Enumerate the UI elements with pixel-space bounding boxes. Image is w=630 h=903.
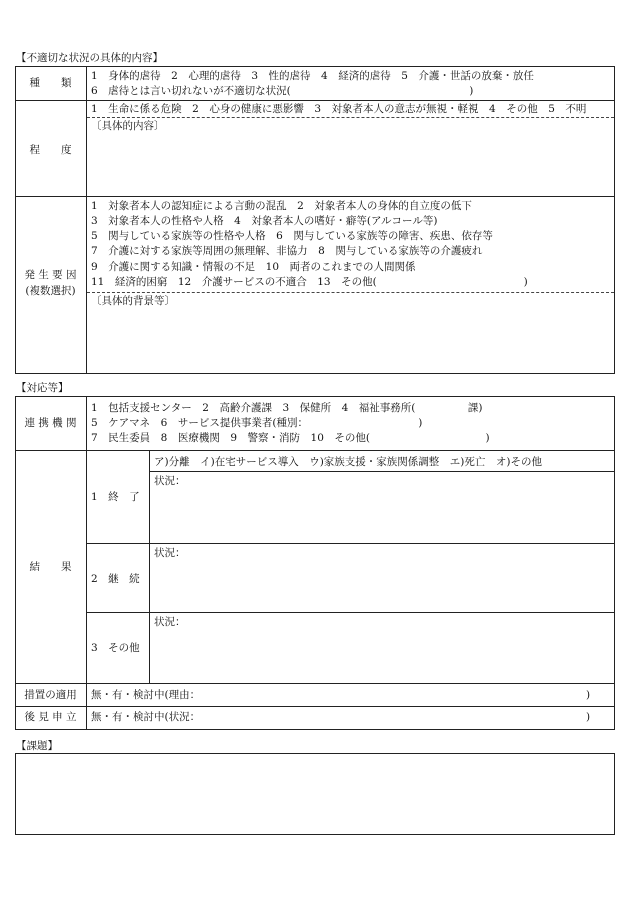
degree-label: 程 度 xyxy=(29,144,72,156)
type-options-line1: 1 身体的虐待 2 心理的虐待 3 性的虐待 4 経済的虐待 5 介護・世話の放棄・放任 xyxy=(91,70,534,82)
degree-detail-label: 〔具体的内容〕 xyxy=(91,120,165,132)
type-label: 種 類 xyxy=(29,77,72,89)
link-label: 連 携 機 関 xyxy=(24,417,77,429)
cause-label: 発 生 要 因 xyxy=(24,269,77,281)
other-status-label: 状況： xyxy=(154,616,186,628)
section-title-response: 【対応等】 xyxy=(16,382,69,394)
degree-options: 1 生命に係る危険 2 心身の健康に悪影響 3 対象者本人の意志が無視・軽視 4 その他 5 不明 xyxy=(91,103,587,115)
guardian-label: 後 見 申 立 xyxy=(24,711,77,723)
end-label: 1 終 了 xyxy=(91,491,140,503)
response-table xyxy=(15,396,615,730)
continue-status-label: 状況： xyxy=(154,547,186,559)
continue-label: 2 継 続 xyxy=(91,573,140,585)
other-label: 3 その他 xyxy=(91,642,140,654)
end-status-label: 状況： xyxy=(154,475,186,487)
measure-value: 無・有・検討中(理由： xyxy=(91,689,201,701)
link-option-line: 7 民生委員 8 医療機関 9 警察・消防 10 その他( ) xyxy=(91,432,490,444)
cause-option-line: 3 対象者本人の性格や人格 4 対象者本人の嗜好・癖等(アルコール等) xyxy=(91,215,438,227)
link-option-line: 1 包括支援センター 2 高齢介護課 3 保健所 4 福祉事務所( 課) xyxy=(91,402,483,414)
cause-option-line: 5 関与している家族等の性格や人格 6 関与している家族等の障害、疾患、依存等 xyxy=(91,230,493,242)
issues-box xyxy=(15,753,615,835)
measure-label: 措置の適用 xyxy=(24,689,77,701)
cause-option-line: 1 対象者本人の認知症による言動の混乱 2 対象者本人の身体的自立度の低下 xyxy=(91,200,472,212)
cause-sublabel: (複数選択) xyxy=(25,285,76,297)
cause-option-line: 7 介護に対する家族等周囲の無理解、非協力 8 関与している家族等の介護疲れ xyxy=(91,245,483,257)
measure-close-paren: ) xyxy=(586,689,591,701)
guardian-value: 無・有・検討中(状況： xyxy=(91,711,201,723)
cause-detail-label: 〔具体的背景等〕 xyxy=(91,295,175,307)
link-option-line: 5 ケアマネ 6 サービス提供事業者(種別： ) xyxy=(91,417,423,429)
cause-option-line: 9 介護に関する知識・情報の不足 10 両者のこれまでの人間関係 xyxy=(91,261,416,273)
result-label: 結 果 xyxy=(29,561,72,573)
section-title-situation: 【不適切な状況の具体的内容】 xyxy=(16,52,163,64)
cause-option-line: 11 経済的困窮 12 介護サービスの不適合 13 その他( ) xyxy=(91,276,528,288)
guardian-close-paren: ) xyxy=(586,711,591,723)
end-options: ア)分離 イ)在宅サービス導入 ウ)家族支援・家族関係調整 エ)死亡 オ)その他 xyxy=(154,456,542,468)
section-title-issues: 【課題】 xyxy=(16,740,58,752)
type-options-line2: 6 虐待とは言い切れないが不適切な状況( ) xyxy=(91,85,474,97)
